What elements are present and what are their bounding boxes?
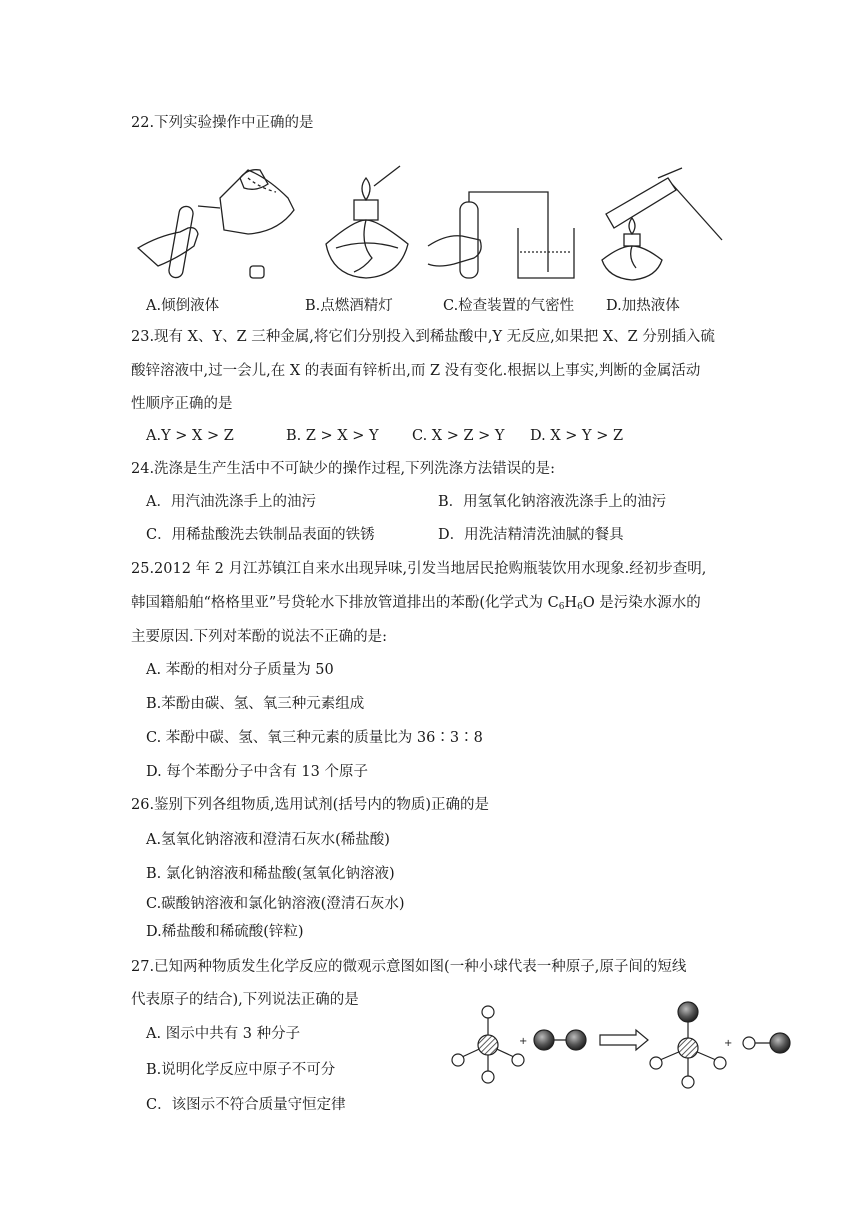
alcohol-lamp-figure: [326, 166, 408, 278]
q25-line-2-text: 韩国籍船舶“格格里亚”号贷轮水下排放管道排出的苯酚(化学式为 C: [131, 595, 559, 611]
q23-option-d: D. X > Y > Z: [530, 428, 624, 444]
q25-option-c: C. 苯酚中碳、氢、氧三种元素的质量比为 36∶3∶8: [146, 730, 483, 746]
q25-option-b: B.苯酚由碳、氢、氧三种元素组成: [146, 696, 365, 712]
product-molecule-1: [650, 1002, 726, 1088]
q23-option-b: B. Z > X > Y: [286, 428, 379, 444]
q24-option-b: B．用氢氧化钠溶液洗涤手上的油污: [438, 494, 667, 510]
q25-option-a: A. 苯酚的相对分子质量为 50: [146, 662, 334, 678]
q25-line-2: [131, 593, 701, 617]
q22-option-c: C.检查装置的气密性: [443, 298, 575, 314]
q22-stem: 22.下列实验操作中正确的是: [131, 115, 314, 131]
q22-option-b: B.点燃酒精灯: [305, 298, 393, 314]
q24-option-a: A．用汽油洗涤手上的油污: [146, 494, 316, 510]
pouring-liquid-figure: [138, 170, 294, 279]
airtightness-check-figure: [428, 192, 574, 278]
q26-option-d: D.稀盐酸和稀硫酸(锌粒): [146, 924, 304, 940]
product-molecule-2: [743, 1033, 790, 1053]
q27-option-b: B.说明化学反应中原子不可分: [146, 1062, 336, 1078]
formula-h: H: [564, 595, 578, 611]
reaction-arrow-icon: [600, 1030, 648, 1050]
q27-reaction-diagram: [448, 1000, 798, 1112]
reactant-molecule-1: [452, 1006, 524, 1083]
q25-line-2-end: O 是污染水源水的: [582, 595, 701, 611]
q27-option-c: C．该图示不符合质量守恒定律: [146, 1097, 346, 1113]
plus-sign-2: +: [724, 1038, 733, 1049]
reactant-molecule-2: [534, 1030, 586, 1050]
q26-option-c: C.碳酸钠溶液和氯化钠溶液(澄清石灰水): [146, 896, 405, 912]
q24-stem: 24.洗涤是生产生活中不可缺少的操作过程,下列洗涤方法错误的是:: [131, 461, 556, 477]
q22-apparatus-figures: [128, 148, 740, 288]
q27-line-1: 27.已知两种物质发生化学反应的微观示意图如图(一种小球代表一种原子,原子间的短线: [131, 959, 687, 975]
q24-option-d: D．用洗洁精清洗油腻的餐具: [438, 527, 624, 543]
q26-option-a: A.氢氧化钠溶液和澄清石灰水(稀盐酸): [146, 832, 390, 848]
q25-option-d: D. 每个苯酚分子中含有 13 个原子: [146, 764, 368, 780]
q23-option-a: A.Y > X > Z: [146, 428, 234, 444]
q24-option-c: C．用稀盐酸洗去铁制品表面的铁锈: [146, 527, 375, 543]
q26-stem: 26.鉴别下列各组物质,选用试剂(括号内的物质)正确的是: [131, 797, 489, 813]
q23-line-3: 性顺序正确的是: [131, 396, 233, 412]
q27-line-2: 代表原子的结合),下列说法正确的是: [131, 992, 359, 1008]
formula-sub-2: 6: [577, 602, 583, 612]
q27-option-a: A. 图示中共有 3 种分子: [146, 1026, 301, 1042]
q25-line-3: 主要原因.下列对苯酚的说法不正确的是:: [131, 629, 387, 645]
q23-option-c: C. X > Z > Y: [412, 428, 505, 444]
q22-option-d: D.加热液体: [606, 298, 680, 314]
q26-option-b: B. 氯化钠溶液和稀盐酸(氢氧化钠溶液): [146, 866, 395, 882]
plus-sign-1: +: [519, 1036, 528, 1047]
q25-line-1: 25.2012 年 2 月江苏镇江自来水出现异味,引发当地居民抢购瓶装饮用水现象.经初步查明,: [131, 561, 707, 577]
q22-option-a: A.倾倒液体: [146, 298, 220, 314]
q23-line-1: 23.现有 X、Y、Z 三种金属,将它们分别投入到稀盐酸中,Y 无反应,如果把 X、Z 分别插入硫: [131, 329, 715, 345]
heating-liquid-figure: [602, 168, 722, 280]
q23-line-2: 酸锌溶液中,过一会儿,在 X 的表面有锌析出,而 Z 没有变化.根据以上事实,判断的金属活动: [131, 363, 701, 379]
formula-sub-1: 6: [558, 602, 565, 612]
